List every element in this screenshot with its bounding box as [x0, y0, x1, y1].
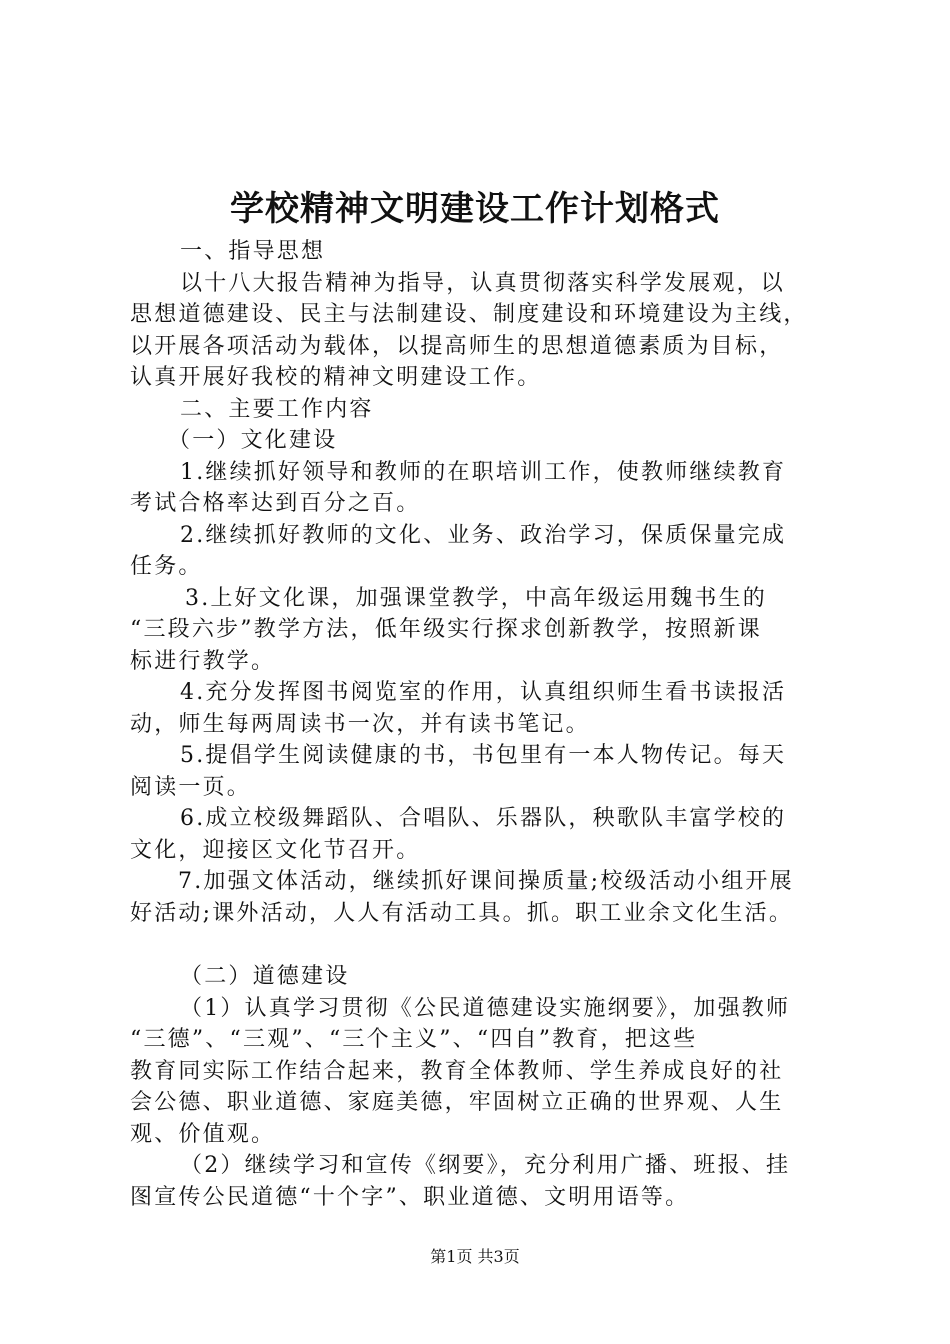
text-line: 6.成立校级舞蹈队、合唱队、乐器队，秧歌队丰富学校的: [180, 806, 787, 831]
text-line: 思想道德建设、民主与法制建设、制度建设和环境建设为主线，: [130, 302, 808, 327]
text-line: 教育同实际工作结合起来，教育全体教师、学生养成良好的社: [130, 1058, 784, 1084]
text-line: 会公德、职业道德、家庭美德，牢固树立正确的世界观、人生: [130, 1090, 784, 1115]
text-line: 一、指导思想: [180, 239, 326, 264]
text-line: 认真开展好我校的精神文明建设工作。: [130, 365, 542, 390]
text-line: 二、主要工作内容: [180, 396, 374, 422]
text-line: （一）文化建设: [168, 428, 338, 453]
text-line: “三德”、“三观”、“三个主义”、“四自”教育，把这些: [130, 1027, 698, 1052]
text-line: 以开展各项活动为载体，以提高师生的思想道德素质为目标，: [130, 333, 784, 359]
text-line: 以十八大报告精神为指导，认真贯彻落实科学发展观，以: [180, 270, 786, 296]
text-line: （2）继续学习和宣传《纲要》，充分利用广播、班报、挂: [180, 1153, 791, 1178]
document-body: [130, 236, 830, 1213]
text-line: 文化，迎接区文化节召开。: [130, 837, 421, 863]
text-line: 7.加强文体活动，继续抓好课间操质量;校级活动小组开展: [178, 869, 794, 894]
text-line: 2.继续抓好教师的文化、业务、政治学习，保质保量完成: [180, 522, 787, 548]
text-line: 观、价值观。: [130, 1121, 276, 1147]
text-line: 图宣传公民道德“十个字”、职业道德、文明用语等。: [130, 1184, 690, 1210]
text-line: 好活动;课外活动，人人有活动工具。抓。职工业余文化生活。: [130, 900, 794, 926]
text-line: 任务。: [130, 554, 203, 579]
text-line: （二）道德建设: [180, 964, 350, 989]
text-line: 3.上好文化课，加强课堂教学，中高年级运用魏书生的: [185, 585, 767, 611]
text-line: 动，师生每两周读书一次，并有读书笔记。: [130, 711, 590, 737]
text-line: 阅读一页。: [130, 774, 252, 800]
text-line: “三段六步”教学方法，低年级实行探求创新教学，按照新课: [130, 617, 762, 642]
text-line: 5.提倡学生阅读健康的书，书包里有一本人物传记。每天: [180, 743, 787, 768]
text-line: 1.继续抓好领导和教师的在职培训工作，使教师继续教育: [180, 459, 787, 485]
text-line: 考试合格率达到百分之百。: [130, 491, 421, 516]
page-footer: 第1页 共3页: [430, 1247, 520, 1266]
document-title: 学校精神文明建设工作计划格式: [230, 189, 720, 229]
text-line: 标进行教学。: [130, 648, 276, 674]
text-line: （1）认真学习贯彻《公民道德建设实施纲要》，加强教师: [180, 995, 791, 1021]
text-line: 4.充分发挥图书阅览室的作用，认真组织师生看书读报活: [180, 680, 787, 705]
blank-line: [130, 929, 830, 961]
